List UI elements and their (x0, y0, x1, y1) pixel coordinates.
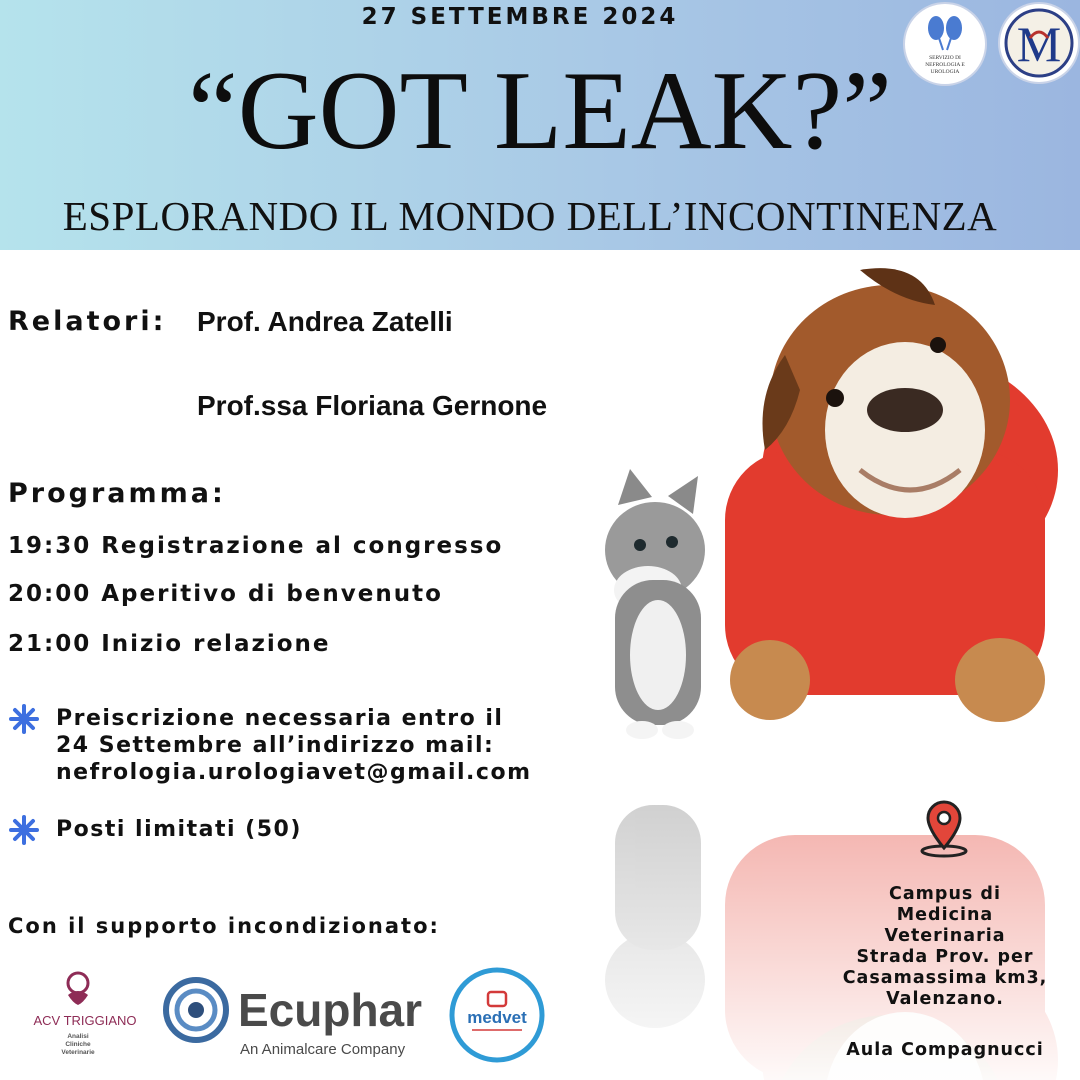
nephrology-service-logo (905, 4, 985, 84)
speaker-name: Prof.ssa Floriana Gernone (197, 390, 548, 421)
asterisk-icon (8, 703, 40, 735)
seal-letter: M (1016, 16, 1062, 72)
header-banner (0, 0, 1080, 250)
address-line: Strada Prov. per (856, 947, 1034, 967)
sponsor-acv-triggiano (20, 965, 150, 1065)
speaker-name: Prof. Andrea Zatelli (197, 306, 453, 337)
note-line: Preiscrizione necessaria entro il (56, 706, 504, 731)
sponsor-sub: Cliniche (65, 1041, 91, 1048)
bulldog-figure (725, 268, 1058, 722)
venue-room: Aula Compagnucci (846, 1040, 1044, 1060)
sponsor-name: ACV TRIGGIANO (33, 1013, 137, 1028)
ecuphar-logo (160, 972, 425, 1062)
logo-line-2: NEFROLOGIA E (925, 62, 965, 68)
contact-email[interactable]: nefrologia.urologiavet@gmail.com (56, 760, 532, 785)
support-label: Con il supporto incondizionato: (8, 914, 440, 938)
address-line: Valenzano. (886, 989, 1004, 1009)
medvet-logo (448, 966, 546, 1064)
kitten-figure (605, 469, 705, 739)
note-line: 24 Settembre all’indirizzo mail: (56, 733, 495, 758)
sponsor-sub: Analisi (67, 1033, 89, 1040)
location-pin-icon (918, 798, 970, 858)
programma-label: Programma: (8, 478, 226, 509)
kidney-icon (905, 4, 985, 84)
event-date: 27 SETTEMBRE 2024 (361, 4, 679, 30)
university-seal-icon (1000, 4, 1078, 82)
preregistration-note (56, 705, 532, 786)
logo-line-3: UROLOGIA (930, 69, 960, 75)
address-line: Casamassima km3, (842, 968, 1048, 988)
address-line: Campus di (889, 884, 1001, 904)
asterisk-icon (8, 814, 40, 846)
schedule-item: 19:30 Registrazione al congresso (8, 533, 504, 559)
address-line: Veterinaria (884, 926, 1006, 946)
acv-triggiano-logo (20, 965, 150, 1065)
sponsor-ecuphar (160, 972, 425, 1062)
logo-line-1: SERVIZIO DI (929, 55, 961, 61)
sponsor-sub: An Animalcare Company (240, 1041, 406, 1058)
university-logo (1000, 4, 1078, 82)
relatori-label: Relatori: (8, 306, 167, 337)
schedule-item: 21:00 Inizio relazione (8, 631, 331, 657)
sponsor-sub: Veterinarie (61, 1049, 95, 1056)
address-line: Medicina (896, 905, 994, 925)
limited-seats-note: Posti limitati (50) (56, 817, 302, 842)
schedule-item: 20:00 Aperitivo di benvenuto (8, 581, 443, 607)
event-subtitle: ESPLORANDO IL MONDO DELL’INCONTINENZA (62, 193, 998, 239)
sponsor-name: medvet (467, 1008, 527, 1027)
venue-address (820, 884, 1070, 1010)
event-title: “GOT LEAK?” (188, 49, 892, 173)
sponsor-name: Ecuphar (238, 984, 423, 1036)
sponsor-medvet (448, 966, 546, 1064)
